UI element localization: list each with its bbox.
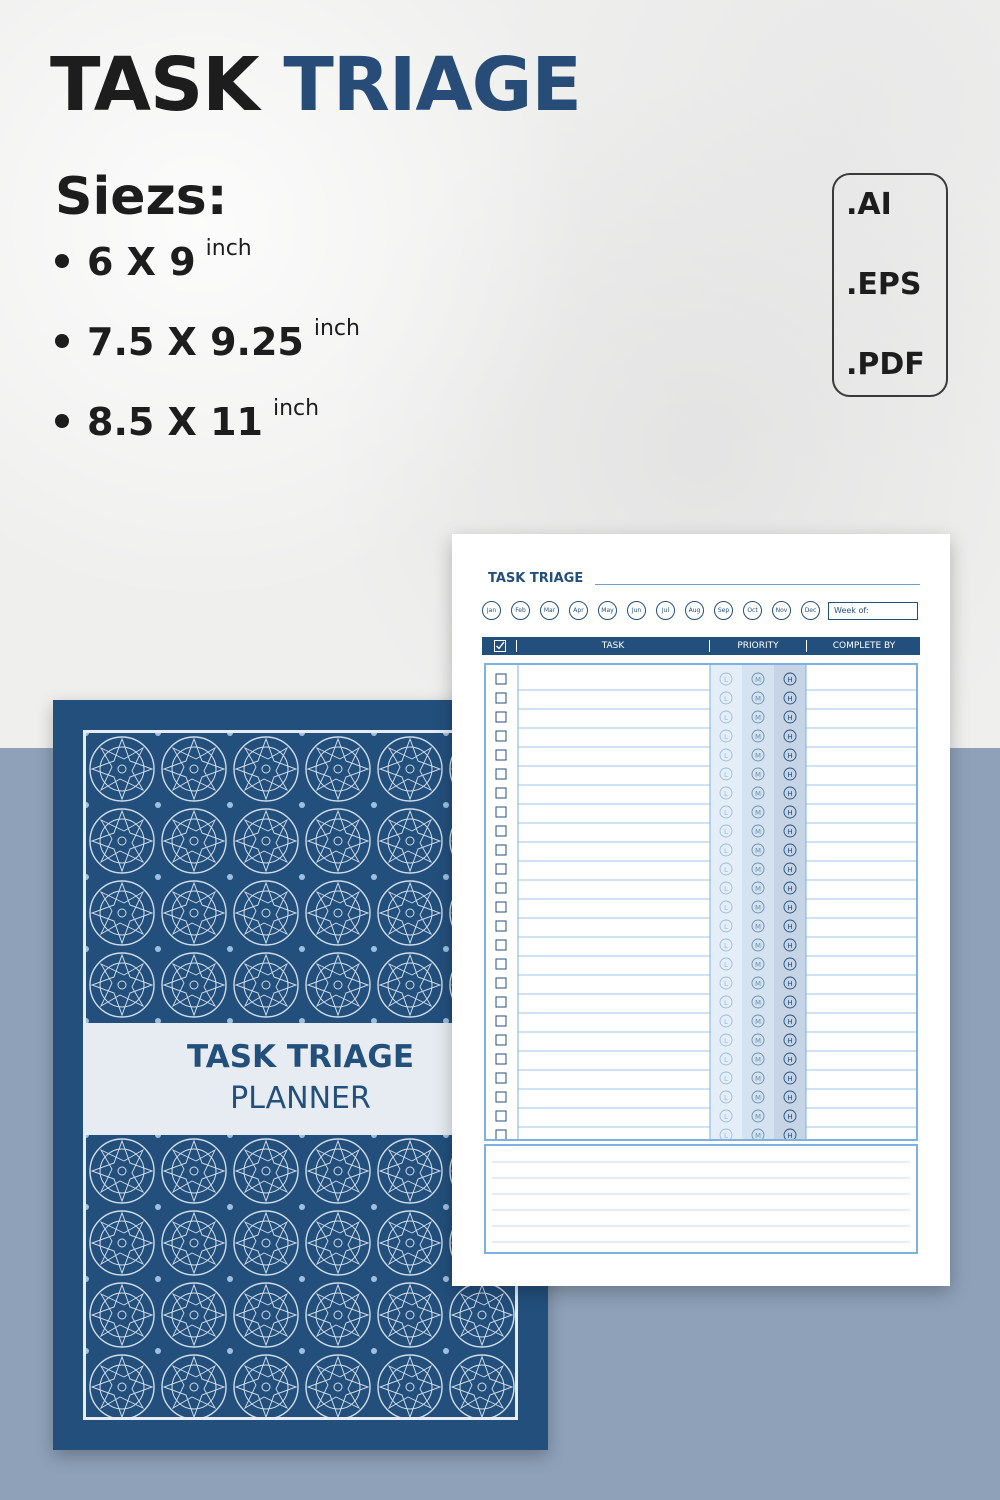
- size-unit: inch: [313, 316, 360, 341]
- priority-l-label: L: [724, 714, 728, 722]
- table-row: [496, 1072, 916, 1089]
- priority-l-label: L: [724, 809, 728, 817]
- priority-h-label: H: [787, 1113, 793, 1121]
- format-eps: .EPS: [846, 267, 922, 302]
- title-part-2: TRIAGE: [283, 42, 581, 128]
- task-checkbox[interactable]: [496, 712, 506, 722]
- priority-m-label: M: [754, 828, 762, 836]
- priority-m-label: M: [754, 1132, 762, 1139]
- table-row: [496, 1015, 916, 1032]
- priority-h-label: H: [787, 1056, 793, 1064]
- table-row: [496, 787, 916, 804]
- sizes-heading-text: Siezs:: [55, 167, 228, 227]
- priority-h-label: H: [787, 809, 793, 817]
- priority-l-label: L: [724, 752, 728, 760]
- table-row: [496, 882, 916, 899]
- priority-m-label: M: [754, 1094, 762, 1102]
- priority-h-label: H: [787, 904, 793, 912]
- priority-h-label: H: [787, 1037, 793, 1045]
- priority-m-label: M: [754, 885, 762, 893]
- task-checkbox[interactable]: [496, 921, 506, 931]
- sizes-heading: [55, 165, 228, 229]
- priority-l-label: L: [724, 885, 728, 893]
- priority-l-label: L: [724, 790, 728, 798]
- priority-h-label: H: [787, 885, 793, 893]
- month-jul[interactable]: Jul: [656, 601, 675, 620]
- priority-h-label: H: [787, 1018, 793, 1026]
- table-row: [496, 711, 916, 728]
- month-aug[interactable]: Aug: [685, 601, 704, 620]
- priority-l-label: L: [724, 1056, 728, 1064]
- month-mar[interactable]: Mar: [540, 601, 559, 620]
- table-row: [496, 692, 916, 709]
- table-row: [496, 749, 916, 766]
- cover-subtitle: PLANNER: [230, 1081, 371, 1116]
- table-row: [496, 958, 916, 975]
- size-value: 6 X 9: [87, 240, 196, 284]
- priority-h-label: H: [787, 866, 793, 874]
- table-row: [496, 1091, 916, 1108]
- priority-l-label: L: [724, 828, 728, 836]
- mandala-pattern-bottom: [86, 1135, 515, 1420]
- task-checkbox[interactable]: [496, 1016, 506, 1026]
- priority-m-label: M: [754, 1056, 762, 1064]
- bullet-icon: [55, 334, 69, 348]
- priority-m-label: M: [754, 1037, 762, 1045]
- title-part-1: TASK: [50, 42, 259, 128]
- notes-lines: [486, 1146, 916, 1252]
- task-checkbox[interactable]: [496, 1092, 506, 1102]
- priority-l-label: L: [724, 771, 728, 779]
- priority-l-label: L: [724, 1113, 728, 1121]
- bullet-icon: [55, 254, 69, 268]
- table-row: [496, 939, 916, 956]
- size-item: [55, 396, 320, 460]
- cover-title: TASK TRIAGE: [186, 1039, 415, 1075]
- bullet-icon: [55, 414, 69, 428]
- table-row: [496, 730, 916, 747]
- table-row: [496, 1129, 916, 1139]
- task-table: [484, 663, 918, 1141]
- task-checkbox[interactable]: [496, 693, 506, 703]
- task-checkbox[interactable]: [496, 997, 506, 1007]
- priority-l-label: L: [724, 1075, 728, 1083]
- month-jun[interactable]: Jun: [627, 601, 646, 620]
- priority-m-label: M: [754, 866, 762, 874]
- task-checkbox[interactable]: [496, 978, 506, 988]
- month-nov[interactable]: Nov: [772, 601, 791, 620]
- size-item: [55, 316, 360, 380]
- month-jan[interactable]: Jan: [482, 601, 501, 620]
- table-row: [496, 901, 916, 918]
- header-separator: [806, 640, 807, 652]
- task-checkbox[interactable]: [496, 864, 506, 874]
- priority-h-label: H: [787, 961, 793, 969]
- header-separator: [516, 640, 517, 652]
- task-checkbox[interactable]: [496, 826, 506, 836]
- month-apr[interactable]: Apr: [569, 601, 588, 620]
- priority-l-label: L: [724, 961, 728, 969]
- priority-l-label: L: [724, 942, 728, 950]
- priority-h-label: H: [787, 980, 793, 988]
- priority-m-label: M: [754, 1075, 762, 1083]
- task-checkbox[interactable]: [496, 1035, 506, 1045]
- format-pdf: .PDF: [846, 347, 925, 382]
- week-of-field[interactable]: Week of:: [828, 602, 918, 620]
- priority-m-label: M: [754, 790, 762, 798]
- priority-l-label: L: [724, 1018, 728, 1026]
- task-rows: [486, 665, 916, 1139]
- task-checkbox[interactable]: [496, 1073, 506, 1083]
- size-unit: inch: [205, 236, 252, 261]
- size-item: [55, 236, 252, 300]
- title-underline: [595, 584, 920, 585]
- priority-h-label: H: [787, 1075, 793, 1083]
- priority-l-label: L: [724, 695, 728, 703]
- size-value: 8.5 X 11: [87, 400, 263, 444]
- priority-m-label: M: [754, 961, 762, 969]
- planner-sheet: [452, 534, 950, 1286]
- table-row: [496, 996, 916, 1013]
- table-row: [496, 1053, 916, 1070]
- priority-m-label: M: [754, 714, 762, 722]
- file-formats-box: [832, 173, 948, 397]
- notes-area: [484, 1144, 918, 1254]
- table-row: [496, 825, 916, 842]
- priority-column-header: PRIORITY: [737, 641, 779, 651]
- priority-h-label: H: [787, 695, 793, 703]
- month-oct[interactable]: Oct: [743, 601, 762, 620]
- priority-h-label: H: [787, 714, 793, 722]
- task-checkbox[interactable]: [496, 959, 506, 969]
- priority-m-label: M: [754, 752, 762, 760]
- table-row: [496, 1034, 916, 1051]
- task-checkbox[interactable]: [496, 1054, 506, 1064]
- task-checkbox[interactable]: [496, 1111, 506, 1121]
- priority-l-label: L: [724, 1037, 728, 1045]
- priority-m-label: M: [754, 695, 762, 703]
- priority-m-label: M: [754, 847, 762, 855]
- priority-m-label: M: [754, 809, 762, 817]
- priority-m-label: M: [754, 923, 762, 931]
- task-checkbox[interactable]: [496, 807, 506, 817]
- priority-l-label: L: [724, 904, 728, 912]
- priority-m-label: M: [754, 1018, 762, 1026]
- priority-l-label: L: [724, 733, 728, 741]
- task-checkbox[interactable]: [496, 1130, 506, 1139]
- size-unit: inch: [272, 396, 320, 421]
- table-row: [496, 806, 916, 823]
- sheet-title: TASK TRIAGE: [488, 571, 584, 586]
- task-checkbox[interactable]: [496, 731, 506, 741]
- complete-by-column-header: COMPLETE BY: [832, 641, 896, 651]
- checkbox-icon: [486, 637, 514, 655]
- page-title: [50, 40, 581, 130]
- priority-m-label: M: [754, 733, 762, 741]
- priority-l-label: L: [724, 1094, 728, 1102]
- table-row: [496, 768, 916, 785]
- table-header: [482, 637, 920, 655]
- task-checkbox[interactable]: [496, 845, 506, 855]
- priority-m-label: M: [754, 676, 762, 684]
- task-checkbox[interactable]: [496, 674, 506, 684]
- month-feb[interactable]: Feb: [511, 601, 530, 620]
- task-checkbox[interactable]: [496, 750, 506, 760]
- priority-l-label: L: [724, 1132, 728, 1139]
- priority-l-label: L: [724, 999, 728, 1007]
- month-may[interactable]: May: [598, 601, 617, 620]
- priority-m-label: M: [754, 999, 762, 1007]
- priority-m-label: M: [754, 980, 762, 988]
- priority-m-label: M: [754, 942, 762, 950]
- table-row: [496, 920, 916, 937]
- priority-l-label: L: [724, 676, 728, 684]
- format-ai: .AI: [846, 187, 892, 222]
- table-row: [496, 673, 916, 690]
- priority-h-label: H: [787, 999, 793, 1007]
- priority-h-label: H: [787, 1094, 793, 1102]
- header-separator: [709, 640, 710, 652]
- task-checkbox[interactable]: [496, 883, 506, 893]
- priority-h-label: H: [787, 1132, 793, 1139]
- priority-h-label: H: [787, 676, 793, 684]
- table-row: [496, 977, 916, 994]
- table-row: [496, 1110, 916, 1127]
- month-sep[interactable]: Sep: [714, 601, 733, 620]
- month-dec[interactable]: Dec: [801, 601, 820, 620]
- priority-l-label: L: [724, 847, 728, 855]
- task-checkbox[interactable]: [496, 902, 506, 912]
- priority-h-label: H: [787, 847, 793, 855]
- table-row: [496, 863, 916, 880]
- priority-h-label: H: [787, 733, 793, 741]
- priority-h-label: H: [787, 752, 793, 760]
- task-checkbox[interactable]: [496, 769, 506, 779]
- priority-l-label: L: [724, 866, 728, 874]
- mandala-pattern-top: [86, 733, 515, 1023]
- priority-h-label: H: [787, 942, 793, 950]
- priority-h-label: H: [787, 923, 793, 931]
- priority-l-label: L: [724, 980, 728, 988]
- cover-title-band: [86, 1023, 515, 1135]
- priority-l-label: L: [724, 923, 728, 931]
- task-column-header: TASK: [601, 641, 625, 651]
- priority-h-label: H: [787, 790, 793, 798]
- priority-h-label: H: [787, 828, 793, 836]
- table-row: [496, 844, 916, 861]
- size-value: 7.5 X 9.25: [87, 320, 304, 364]
- priority-h-label: H: [787, 771, 793, 779]
- priority-m-label: M: [754, 904, 762, 912]
- priority-m-label: M: [754, 771, 762, 779]
- priority-m-label: M: [754, 1113, 762, 1121]
- task-checkbox[interactable]: [496, 940, 506, 950]
- task-checkbox[interactable]: [496, 788, 506, 798]
